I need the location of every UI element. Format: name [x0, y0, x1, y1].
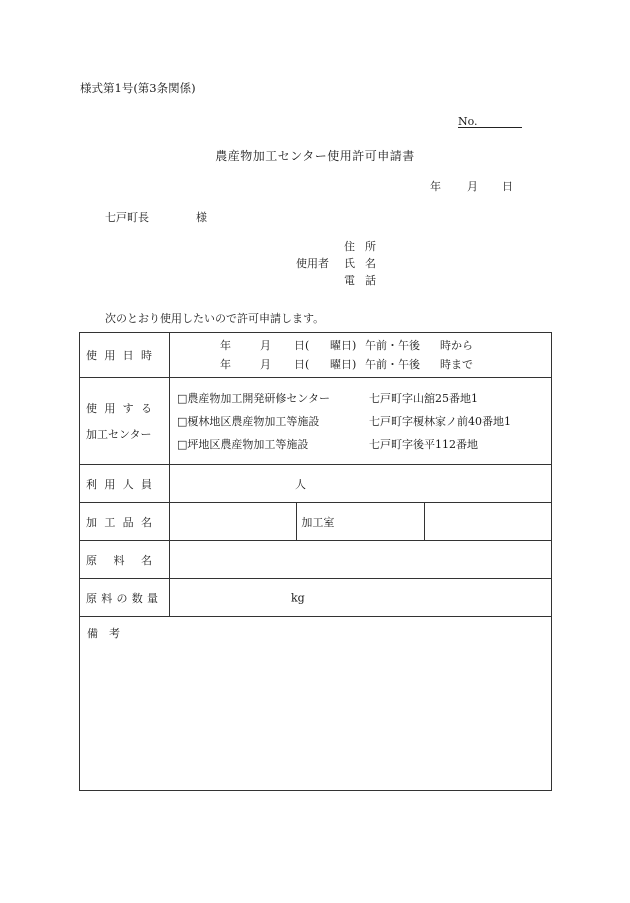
datetime-to-line: 年 月 日( 曜日) 午前・午後 時まで [220, 358, 473, 371]
applicant-prefix: 使用者 [296, 257, 329, 270]
remarks-label: 備 考 [87, 627, 120, 640]
applicant-address-label: 住所 [344, 240, 386, 253]
users-label: 利 用 人 員 [80, 465, 170, 503]
date-month-label: 月 [467, 180, 478, 193]
table-row-datetime [80, 333, 552, 378]
applicant-name-label: 氏名 [344, 257, 386, 270]
quantity-unit: kg [291, 591, 305, 604]
users-unit: 人 [295, 477, 306, 491]
date-day-label: 日 [502, 180, 513, 193]
table-row-center [80, 378, 552, 465]
table-row-material [80, 541, 552, 579]
center-option-2[interactable]: □榎林地区農産物加工等施設 七戸町字榎林家ノ前40番地1 [177, 414, 511, 428]
center-options-cell [170, 378, 552, 465]
page-title: 農産物加工センター使用許可申請書 [215, 149, 415, 163]
date-year-label: 年 [430, 180, 441, 193]
document-number-label: No. [458, 115, 478, 128]
product-value-cell[interactable] [170, 503, 297, 541]
datetime-value-cell[interactable] [170, 333, 552, 378]
datetime-from-line: 年 月 日( 曜日) 午前・午後 時から [220, 339, 473, 352]
datetime-label: 使 用 日 時 [80, 333, 170, 378]
users-value-cell[interactable] [170, 465, 552, 503]
applicant-phone-label: 電話 [344, 274, 386, 287]
center-option-1[interactable]: □農産物加工開発研修センター 七戸町字山舘25番地1 [177, 391, 478, 405]
applicant-block [296, 238, 386, 289]
center-label: 使 用 す る 加工センター [80, 378, 170, 465]
quantity-value-cell[interactable] [170, 579, 552, 617]
intro-text: 次のとおり使用したいので許可申請します。 [105, 312, 325, 325]
remarks-cell[interactable] [80, 617, 552, 791]
room-label: 加工室 [297, 503, 424, 541]
addressee-name: 七戸町長 [105, 211, 149, 224]
table-row-remarks [80, 617, 552, 791]
form-number: 様式第1号(第3条関係) [80, 81, 196, 95]
material-label: 原 料 名 [80, 541, 170, 579]
addressee-honorific: 様 [196, 211, 207, 224]
table-row-product [80, 503, 552, 541]
application-table [79, 332, 552, 791]
product-label: 加 工 品 名 [80, 503, 170, 541]
document-number-field[interactable] [458, 127, 522, 128]
room-value-cell[interactable] [424, 503, 551, 541]
table-row-quantity [80, 579, 552, 617]
material-value-cell[interactable] [170, 541, 552, 579]
center-option-3[interactable]: □坪地区農産物加工等施設 七戸町字後平112番地 [177, 437, 478, 451]
quantity-label: 原 料 の 数 量 [80, 579, 170, 617]
table-row-users [80, 465, 552, 503]
